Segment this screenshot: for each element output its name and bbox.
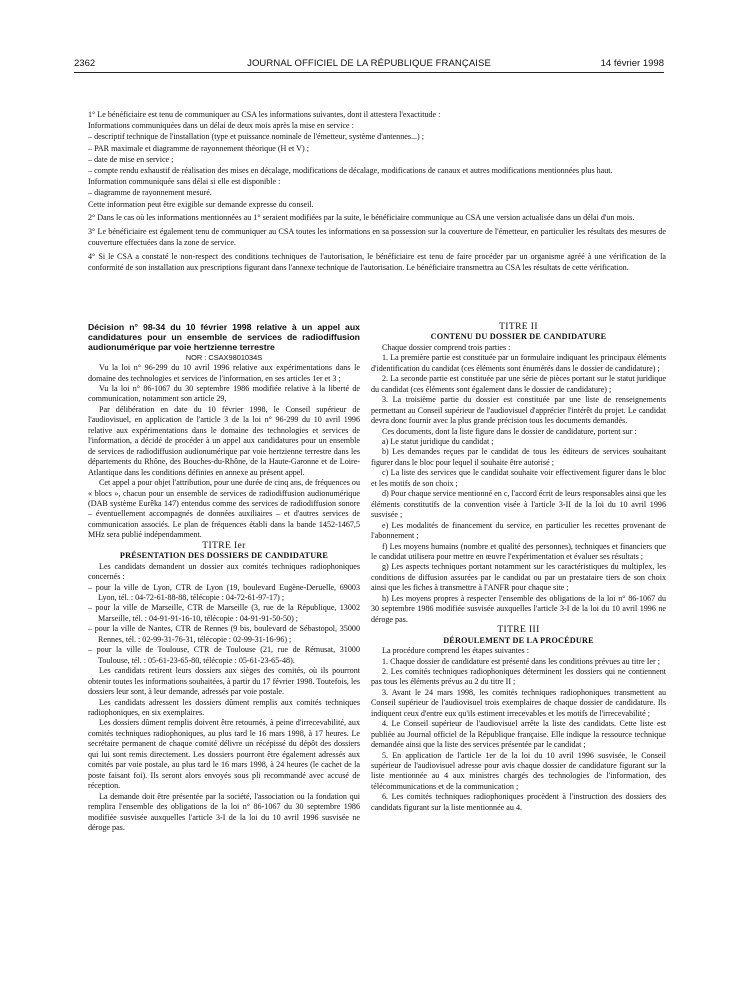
issue-date: 14 février 1998 (600, 58, 664, 69)
paragraph: Ces documents, dont la liste figure dans le dossier de candidature, portent sur : (382, 426, 637, 436)
list-item: f) Les moyens humains (nombre et qualité des personnes), techniques et financiers que le candidat utilisera pour mettre en œuvre l'expérimentation et évaluer ses résultats ; (371, 541, 666, 561)
list-item: 4. Le Conseil supérieur de l'audiovisuel arrête la liste des candidats. Cette liste est publiée au Journal officiel de la République française. Elle indique la ressource technique demandée ainsi que la liste des services présentée par le candidat ; (371, 719, 666, 750)
paragraph: 4° Si le CSA a constaté le non-respect des conditions techniques de l'autorisation, le bénéficiaire est tenu de faire procéder par un organisme agréé à une vérification de la conformité de son installation aux prescriptions figurant dans l'annexe technique de l'autorisation. Le bénéficiaire transmettra au CSA les résultats de cette vérification. (88, 251, 666, 273)
list-item: 5. En application de l'article 1er de la loi du 10 avril 1996 susvisée, le Conseil supérieur de l'audiovisuel adresse pour avis chaque dossier de candidature figurant sur la liste mentionnée au 4 aux ministres chargés des technologies de l'information, des télécommunications et de la communication ; (371, 750, 666, 791)
list-item: 2. Les comités techniques radiophoniques déterminent les dossiers qui ne contiennent pas tous les éléments prévus au 2 du titre II ; (371, 666, 666, 687)
list-item: c) La liste des services que le candidat souhaite voir effectivement figurer dans le bloc et les motifs de son choix ; (371, 468, 666, 488)
list-item: – descriptif technique de l'installation (type et puissance nominale de l'émetteur, système d'antennes...) ; (88, 132, 425, 142)
paragraph: Information communiquée sans délai si elle est disponible : (88, 177, 281, 187)
paragraph: Vu la loi n° 86-1067 du 30 septembre 1986 modifiée relative à la liberté de communication, notamment son article 29, (88, 383, 360, 404)
list-item: – pour la ville de Marseille, CTR de Marseille (3, rue de la République, 13002 Marseille, tél. : 04-91-91-16-10, télécopie : 04-91-91-50-50) ; (88, 603, 360, 623)
section-subtitle: CONTENU DU DOSSIER DE CANDIDATURE (430, 332, 607, 342)
list-item: 6. Les comités techniques radiophoniques procèdent à l'instruction des dossiers des candidats figurant sur la liste mentionnée au 4. (371, 792, 666, 812)
page-number: 2362 (74, 58, 96, 69)
list-item: – pour la ville de Nantes, CTR de Rennes (9 bis, boulevard de Sébastopol, 35000 Rennes, tél. : 02-99-31-76-31, télécopie : 02-99-31-16-96) ; (88, 624, 360, 644)
list-item: 3. Avant le 24 mars 1998, les comités techniques radiophoniques transmettent au Conseil supérieur de l'audiovisuel trois exemplaires de chaque dossier de candidature. Ils indiquent ceux d'entre eux qu'ils estiment irrecevables et les motifs de l'irrecevabilité ; (371, 687, 666, 718)
list-item: – date de mise en service ; (88, 154, 174, 164)
paragraph: La procédure comprend les étapes suivantes : (382, 646, 529, 656)
paragraph: Cet appel a pour objet l'attribution, pour une durée de cinq ans, de fréquences ou « blocs », chacun pour un ensemble de services de radiodiffusion audionumérique (DAB système Eurêka 147) entendus comme des services de radiodiffusion sonore – éventuellement accompagnés de données auxiliaires – et d'autres services de communication associés. Le plan de fréquences établi dans la bande 1452-1467,5 MHz sera publié indépendamment. (88, 478, 360, 540)
section-title: TITRE II (499, 322, 538, 332)
paragraph: Informations communiquées dans un délai de deux mois après la mise en service : (88, 121, 354, 131)
list-item: – pour la ville de Toulouse, CTR de Toulouse (21, rue de Rémusat, 31000 Toulouse, tél. : 05-61-23-65-80, télécopie : 05-61-23-65-48). (88, 645, 360, 665)
paragraph: Les candidats retirent leurs dossiers aux sièges des comités, où ils pourront obtenir toutes les informations souhaitées, à partir du 17 février 1998. Toutefois, les dossiers leur sont, à leur demande, adressés par voie postale. (88, 666, 360, 697)
list-item: – PAR maximale et diagramme de rayonnement théorique (H et V) ; (88, 143, 309, 153)
section-subtitle: DÉROULEMENT DE LA PROCÉDURE (443, 635, 594, 645)
section-title: TITRE III (497, 625, 540, 636)
paragraph: 1° Le bénéficiaire est tenu de communiquer au CSA les informations suivantes, dont il attestera l'exactitude : (88, 110, 441, 119)
list-item: – diagramme de rayonnement mesuré. (88, 188, 212, 198)
paragraph: Les candidats adressent les dossiers dûment remplis aux comités techniques radiophoniques, en six exemplaires. (88, 697, 360, 718)
left-column (88, 322, 360, 833)
list-item: d) Pour chaque service mentionné en c, l'accord écrit de leurs responsables ainsi que les éléments constitutifs de la convention visée à l'article 3-II de la loi du 10 avril 1996 susvisée ; (371, 489, 666, 520)
paragraph: Par délibération en date du 10 février 1998, le Conseil supérieur de l'audiovisuel, en application de l'article 3 de la loi n° 96-299 du 10 avril 1996 relative aux expérimentations dans le domaine des technologies et services de l'information, a décidé de procéder à un appel aux candidatures pour un ensemble de services de radiodiffusion audionumérique par voie hertzienne terrestre dans les départements du Rhône, des Bouches-du-Rhône, de la Haute-Garonne et de Loire-Atlantique dans les conditions définies en annexe au présent appel. (88, 404, 360, 477)
list-item: g) Les aspects techniques portant notamment sur les caractéristiques du multiplex, les conditions de diffusion assurées par le candidat ou par un prestataire tiers de son choix ainsi que les fiches à transmettre à l'ANFR pour chaque site ; (371, 562, 666, 593)
paragraph: 2. La seconde partie est constituée par une série de pièces portant sur le statut juridique du candidat (ces éléments sont également dans le dossier de candidature) ; (371, 374, 666, 394)
list-item: 1. Chaque dossier de candidature est présenté dans les conditions prévues au titre Ier ; (382, 656, 661, 666)
list-item: – compte rendu exhaustif de réalisation des mises en décalage, modifications de décalage, modifications de canaux et autres modifications mentionnées plus haut. (88, 166, 613, 176)
nor-reference: NOR : CSAX9801034S (185, 352, 263, 362)
paragraph: 3. La troisième partie du dossier est constituée par une liste de renseignements permettant au Conseil supérieur de l'audiovisuel d'apprécier l'intérêt du projet. Le candidat devra donc fournir avec la plus grande précision tous les documents demandés. (371, 395, 666, 426)
section-subtitle: PRÉSENTATION DES DOSSIERS DE CANDIDATURE (119, 551, 329, 561)
paragraph: Vu la loi n° 96-299 du 10 avril 1996 relative aux expérimentations dans le domaine des technologies et services de l'information, en ses articles 1er et 3 ; (88, 363, 360, 383)
paragraph: Les dossiers dûment remplis doivent être retournés, à peine d'irrecevabilité, aux comités techniques radiophoniques, au plus tard le 16 mars 1998, à 17 heures. Le secrétaire permanent de chaque comité délivre un récépissé du dépôt des dossiers qui lui sont remis directement. Les dossiers pourront être également adressés aux comités par voie postale, au plus tard le 16 mars 1998, à 24 heures (le cachet de la poste faisant foi). Ils seront alors envoyés sous pli recommandé avec accusé de réception. (88, 718, 360, 791)
list-item: a) Le statut juridique du candidat ; (382, 436, 494, 446)
paragraph: 1. La première partie est constituée par un formulaire indiquant les principaux éléments d'identification du candidat (ces éléments sont énumérés dans le dossier de candidature) ; (371, 353, 666, 373)
header-rule (74, 72, 664, 73)
list-item: b) Les demandes reçues par le candidat de tous les éditeurs de services souhaitant figurer dans le bloc pour lequel il souhaite être autorisé ; (371, 447, 666, 467)
paragraph: 2° Dans le cas où les informations mentionnées au 1° seraient modifiées par la suite, le bénéficiaire communique au CSA une version actualisée dans un délai d'un mois. (88, 213, 635, 223)
list-item: h) Les moyens propres à respecter l'ensemble des obligations de la loi n° 86-1067 du 30 septembre 1986 modifiée susvisée auxquelles l'article 3-I de la loi du 10 avril 1996 ne déroge pas. (371, 593, 666, 624)
paragraph: 3° Le bénéficiaire est également tenu de communiquer au CSA toutes les informations en sa possession sur la couverture de l'émetteur, en particulier les résultats des mesures de couverture effectuées dans la zone de service. (88, 227, 666, 248)
technical-annex-text (88, 109, 666, 273)
paragraph: Chaque dossier comprend trois parties : (382, 342, 511, 352)
decision-title: Décision n° 98-34 du 10 février 1998 relative à un appel aux candidatures pour un ensemble de services de radiodiffusion audionumérique par voie hertzienne terrestre (88, 322, 360, 353)
paragraph: Cette information peut être exigible sur demande expresse du conseil. (88, 199, 314, 209)
list-item: e) Les modalités de financement du service, en particulier les recettes provenant de l'abonnement ; (371, 520, 666, 541)
page-header (74, 55, 664, 71)
paragraph: La demande doit être présentée par la société, l'association ou la fondation qui remplira l'ensemble des obligations de la loi n° 86-1067 du 30 septembre 1986 modifiée susvisée auxquelles l'article 3-I de la loi du 10 avril 1996 susvisée ne déroge pas. (88, 791, 360, 832)
paragraph: Les candidats demandent un dossier aux comités techniques radiophoniques concernés : (88, 561, 360, 582)
list-item: – pour la ville de Lyon, CTR de Lyon (19, boulevard Eugène-Deruelle, 69003 Lyon, tél. : 04-72-61-88-88, télécopie : 04-72-61-97-17) ; (88, 582, 360, 603)
section-title: TITRE Ier (202, 540, 246, 551)
journal-title: JOURNAL OFFICIEL DE LA RÉPUBLIQUE FRANÇAISE (247, 58, 491, 69)
right-column (371, 322, 666, 813)
